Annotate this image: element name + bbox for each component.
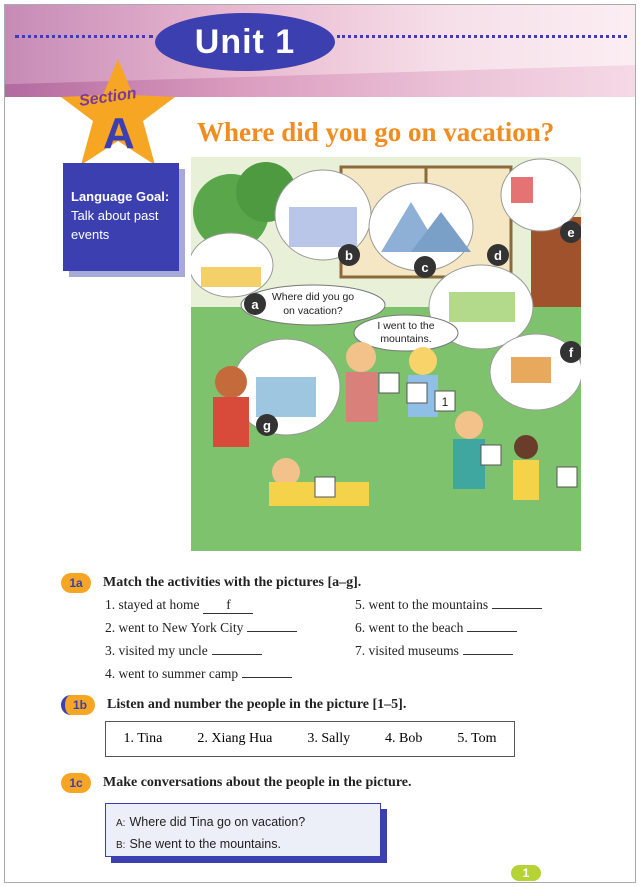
ex1a-item-3: 3. visited my uncle bbox=[105, 643, 262, 659]
ex1c-badge: 1c bbox=[61, 773, 91, 793]
name-item: 5. Tom bbox=[457, 731, 497, 746]
speech-bubble-answer-line2: mountains. bbox=[380, 333, 432, 345]
header-dots-left bbox=[15, 35, 153, 38]
answer-blank[interactable] bbox=[247, 631, 297, 632]
ex1b-badge: 1b bbox=[61, 695, 95, 715]
answer-blank[interactable]: f bbox=[203, 597, 253, 614]
language-goal-label: Language Goal: bbox=[71, 189, 170, 204]
ex1c-instruction: Make conversations about the people in the picture. bbox=[103, 775, 412, 790]
lesson-title: Where did you go on vacation? bbox=[197, 117, 555, 147]
textbook-page bbox=[4, 4, 636, 883]
ex1b-names-box bbox=[105, 721, 515, 757]
name-item: 3. Sally bbox=[307, 731, 351, 746]
ex1b-header bbox=[61, 695, 406, 715]
ex1a-item-1: 1. stayed at home f bbox=[105, 597, 253, 614]
answer-blank[interactable] bbox=[492, 608, 542, 609]
speech-bubble-question-line1: Where did you go bbox=[271, 291, 355, 303]
ex1b-instruction: Listen and number the people in the picture [1–5]. bbox=[107, 697, 407, 712]
number-box-value: 1 bbox=[441, 395, 449, 409]
marker-c: c bbox=[421, 260, 429, 275]
vacation-illustration bbox=[191, 157, 581, 551]
header-dots-right bbox=[337, 35, 627, 38]
marker-g: g bbox=[263, 418, 271, 433]
conversation-box bbox=[105, 803, 381, 857]
ex1a-item-7: 7. visited museums bbox=[355, 643, 513, 659]
conversation-line-b: B: She went to the mountains. bbox=[116, 837, 281, 851]
ex1a-header bbox=[61, 573, 361, 593]
conversation-line-a: A: Where did Tina go on vacation? bbox=[116, 815, 306, 829]
marker-e: e bbox=[567, 225, 575, 240]
language-goal-box bbox=[63, 163, 179, 271]
ex1a-badge: 1a bbox=[61, 573, 91, 593]
page-number: 1 bbox=[511, 865, 541, 881]
ex1a-instruction: Match the activities with the pictures [a–g]. bbox=[103, 575, 362, 590]
speech-bubble-answer-line1: I went to the bbox=[377, 320, 435, 332]
answer-blank[interactable] bbox=[212, 654, 262, 655]
section-word: Section bbox=[78, 85, 138, 110]
name-item: 1. Tina bbox=[123, 731, 163, 746]
ex1a-item-6: 6. went to the beach bbox=[355, 620, 517, 636]
answer-blank[interactable] bbox=[463, 654, 513, 655]
speech-bubble-question-line2: on vacation? bbox=[283, 305, 343, 317]
name-item: 2. Xiang Hua bbox=[197, 731, 273, 746]
section-letter: A bbox=[103, 109, 135, 158]
language-goal-text: Talk about past events bbox=[71, 208, 159, 242]
ex1a-item-4: 4. went to summer camp bbox=[105, 666, 292, 682]
marker-f: f bbox=[568, 345, 574, 360]
marker-b: b bbox=[345, 248, 353, 263]
name-item: 4. Bob bbox=[385, 731, 423, 746]
marker-a: a bbox=[251, 297, 259, 312]
unit-title: Unit 1 bbox=[155, 13, 335, 71]
ex1a-item-5: 5. went to the mountains bbox=[355, 597, 542, 613]
answer-blank[interactable] bbox=[242, 677, 292, 678]
answer-blank[interactable] bbox=[467, 631, 517, 632]
ex1c-header bbox=[61, 773, 412, 793]
ex1a-item-2: 2. went to New York City bbox=[105, 620, 297, 636]
marker-d: d bbox=[494, 248, 502, 263]
